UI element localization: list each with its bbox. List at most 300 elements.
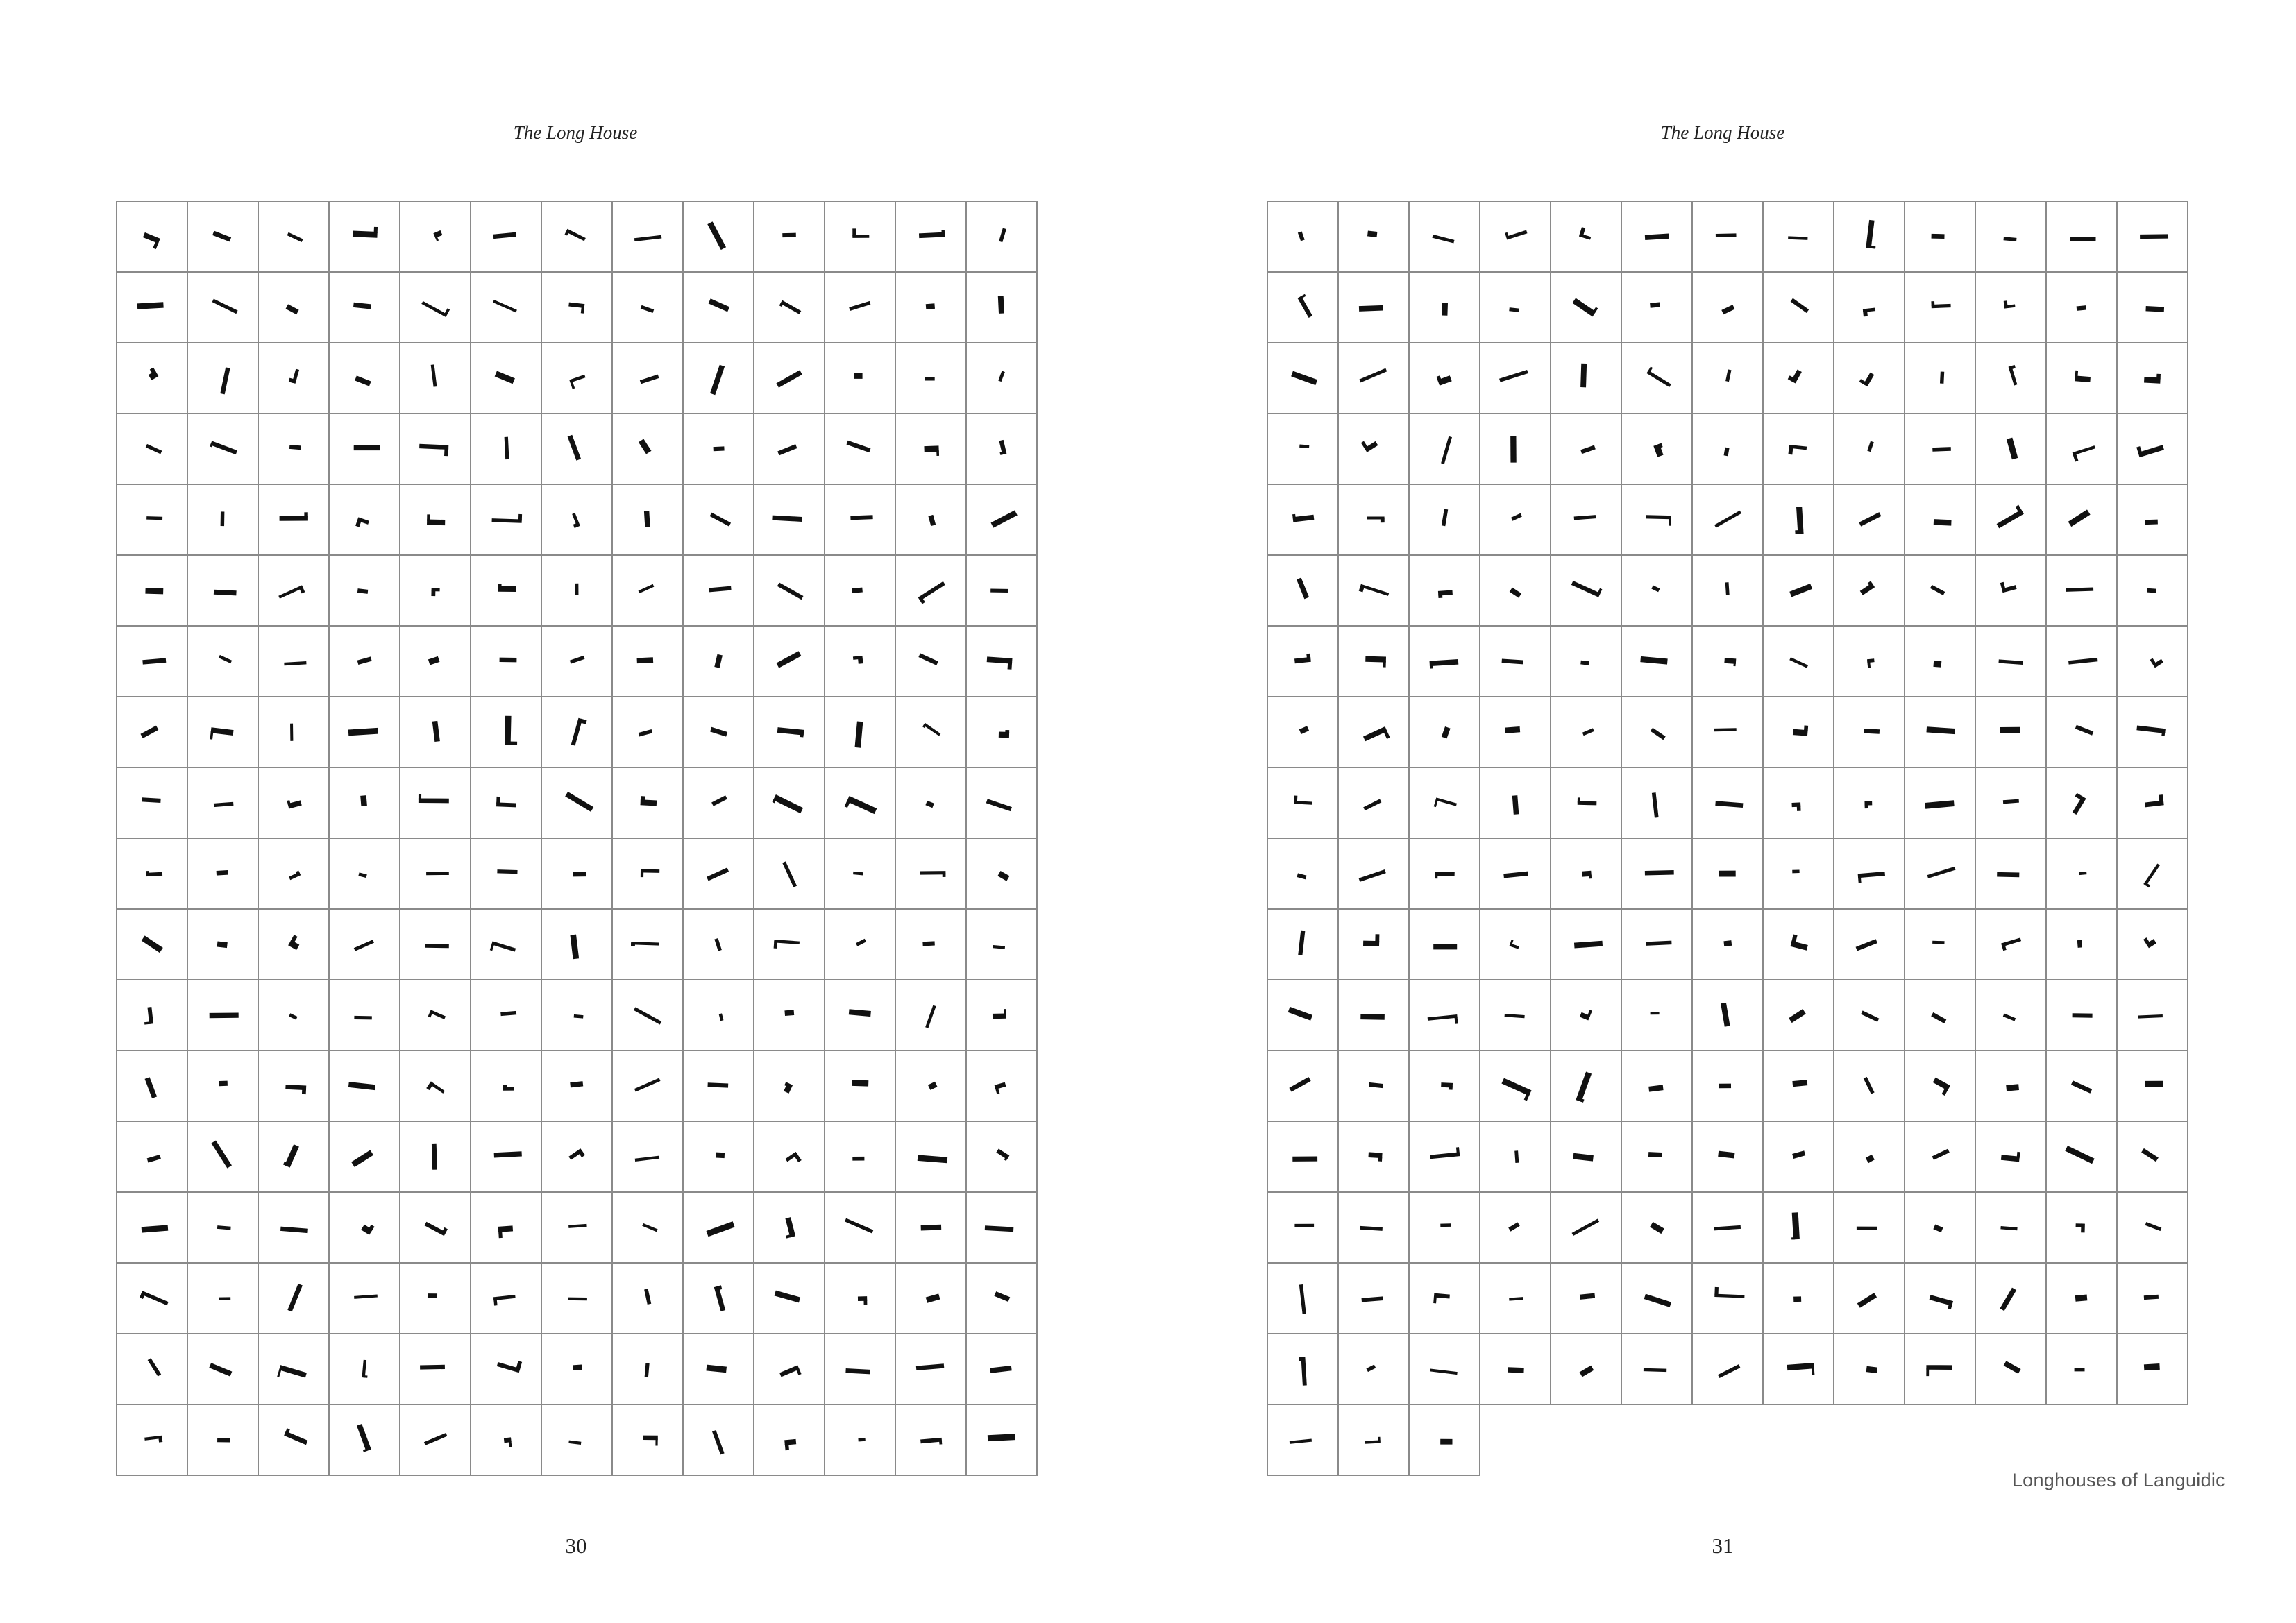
- longhouse-footprint-icon: [210, 727, 233, 742]
- longhouse-footprint-icon: [1788, 445, 1807, 457]
- longhouse-footprint-icon: [994, 1291, 1010, 1302]
- longhouse-footprint-icon: [1299, 726, 1309, 734]
- longhouse-footprint-icon: [847, 441, 871, 452]
- longhouse-footprint-icon: [432, 1144, 437, 1170]
- grid-cell: [1692, 697, 1763, 767]
- grid-cell: [1905, 980, 1975, 1051]
- longhouse-footprint-icon: [1651, 728, 1666, 740]
- longhouse-footprint-icon: [354, 445, 380, 450]
- longhouse-footprint-icon: [1510, 940, 1521, 949]
- longhouse-footprint-icon: [1857, 1293, 1877, 1308]
- longhouse-footprint-icon: [1646, 515, 1671, 526]
- longhouse-footprint-icon: [354, 1016, 371, 1020]
- longhouse-footprint-icon: [497, 869, 517, 874]
- longhouse-footprint-icon: [1790, 934, 1809, 950]
- longhouse-footprint-icon: [1510, 436, 1517, 463]
- longhouse-footprint-icon: [2144, 794, 2164, 807]
- grid-cell: [1621, 980, 1692, 1051]
- longhouse-footprint-icon: [2006, 1084, 2019, 1091]
- longhouse-footprint-icon: [777, 727, 804, 737]
- grid-cell: [1338, 343, 1409, 414]
- longhouse-footprint-icon: [1926, 726, 1955, 734]
- longhouse-footprint-icon: [1930, 585, 1945, 595]
- longhouse-footprint-icon: [1646, 941, 1671, 946]
- longhouse-footprint-icon: [2141, 1148, 2159, 1162]
- grid-cell: [400, 272, 471, 343]
- longhouse-footprint-icon: [2001, 1150, 2020, 1162]
- longhouse-footprint-icon: [1428, 1014, 1458, 1027]
- longhouse-footprint-icon: [493, 232, 516, 239]
- longhouse-footprint-icon: [2000, 727, 2020, 733]
- longhouse-footprint-icon: [997, 440, 1007, 455]
- longhouse-footprint-icon: [849, 1009, 871, 1017]
- longhouse-footprint-icon: [2001, 937, 2023, 951]
- longhouse-footprint-icon: [1715, 801, 1743, 808]
- longhouse-footprint-icon: [1366, 1364, 1376, 1372]
- longhouse-footprint-icon: [1651, 586, 1660, 593]
- longhouse-footprint-icon: [645, 1363, 650, 1377]
- footprint-grid-right-svg: [1267, 201, 2188, 1475]
- grid-cell: [329, 1263, 400, 1334]
- longhouse-footprint-icon: [141, 232, 160, 249]
- longhouse-footprint-icon: [1725, 582, 1730, 595]
- longhouse-footprint-icon: [217, 941, 228, 948]
- longhouse-footprint-icon: [1791, 298, 1809, 313]
- longhouse-footprint-icon: [2068, 658, 2097, 665]
- longhouse-footprint-icon: [287, 232, 303, 242]
- longhouse-footprint-icon: [2007, 438, 2018, 460]
- grid-cell: [329, 343, 400, 414]
- longhouse-footprint-icon: [991, 510, 1018, 527]
- longhouse-footprint-icon: [498, 1225, 514, 1238]
- grid-cell: [329, 980, 400, 1051]
- longhouse-footprint-icon: [497, 1356, 522, 1373]
- longhouse-footprint-icon: [845, 796, 877, 819]
- grid-cell: [1409, 414, 1480, 484]
- longhouse-footprint-icon: [146, 444, 162, 454]
- longhouse-footprint-icon: [777, 583, 804, 600]
- longhouse-footprint-icon: [779, 1365, 802, 1382]
- longhouse-footprint-icon: [278, 585, 305, 602]
- longhouse-footprint-icon: [2150, 654, 2163, 668]
- grid-cell: [1975, 980, 2046, 1051]
- longhouse-footprint-icon: [568, 1298, 587, 1301]
- grid-cell: [754, 909, 825, 980]
- grid-cell: [1692, 1263, 1763, 1334]
- longhouse-footprint-icon: [2136, 440, 2164, 457]
- longhouse-footprint-icon: [142, 935, 163, 953]
- grid-cell: [117, 1404, 187, 1475]
- longhouse-footprint-icon: [858, 1296, 867, 1305]
- longhouse-footprint-icon: [2065, 1146, 2094, 1164]
- grid-cell: [2117, 697, 2188, 767]
- longhouse-footprint-icon: [1723, 940, 1732, 946]
- longhouse-footprint-icon: [1441, 436, 1452, 464]
- grid-cell: [825, 1334, 895, 1404]
- longhouse-footprint-icon: [2144, 1295, 2159, 1300]
- longhouse-footprint-icon: [219, 1081, 228, 1087]
- figure-caption: Longhouses of Languidic: [2011, 1470, 2225, 1490]
- longhouse-footprint-icon: [1931, 1012, 1946, 1023]
- longhouse-footprint-icon: [1867, 658, 1875, 668]
- grid-cell: [541, 1404, 612, 1475]
- longhouse-footprint-icon: [573, 872, 586, 877]
- longhouse-footprint-icon: [710, 727, 727, 737]
- longhouse-footprint-icon: [990, 588, 1008, 593]
- longhouse-footprint-icon: [1580, 1366, 1594, 1377]
- longhouse-footprint-icon: [144, 1436, 162, 1444]
- page-number-right: 31: [1712, 1533, 1734, 1558]
- grid-cell: [1763, 272, 1834, 343]
- longhouse-footprint-icon: [1998, 659, 2023, 665]
- longhouse-footprint-icon: [500, 658, 517, 663]
- longhouse-footprint-icon: [634, 1007, 661, 1024]
- longhouse-footprint-icon: [1365, 656, 1386, 668]
- longhouse-footprint-icon: [1582, 871, 1592, 879]
- longhouse-footprint-icon: [212, 231, 231, 242]
- longhouse-footprint-icon: [351, 1150, 373, 1167]
- grid-cell: [187, 626, 258, 697]
- longhouse-footprint-icon: [1932, 941, 1944, 944]
- longhouse-footprint-icon: [358, 872, 366, 878]
- longhouse-footprint-icon: [2067, 793, 2086, 815]
- grid-cell: [895, 697, 966, 767]
- longhouse-footprint-icon: [928, 515, 936, 526]
- longhouse-footprint-icon: [147, 1155, 161, 1163]
- grid-cell: [612, 838, 683, 909]
- longhouse-footprint-icon: [1928, 1295, 1953, 1309]
- longhouse-footprint-icon: [564, 229, 585, 244]
- longhouse-footprint-icon: [1933, 661, 1941, 668]
- longhouse-footprint-icon: [214, 802, 234, 807]
- longhouse-footprint-icon: [505, 437, 509, 459]
- longhouse-footprint-icon: [571, 718, 587, 747]
- longhouse-footprint-icon: [1298, 231, 1305, 241]
- longhouse-footprint-icon: [2003, 799, 2019, 804]
- longhouse-footprint-icon: [500, 1011, 516, 1016]
- longhouse-footprint-icon: [1719, 871, 1736, 877]
- longhouse-footprint-icon: [918, 581, 947, 604]
- longhouse-footprint-icon: [493, 1295, 516, 1306]
- longhouse-footprint-icon: [1644, 1294, 1671, 1307]
- longhouse-footprint-icon: [568, 1441, 581, 1445]
- longhouse-footprint-icon: [1790, 1212, 1800, 1239]
- longhouse-footprint-icon: [1580, 661, 1589, 665]
- longhouse-footprint-icon: [210, 441, 237, 456]
- longhouse-footprint-icon: [285, 1085, 306, 1094]
- longhouse-footprint-icon: [993, 945, 1005, 949]
- longhouse-footprint-icon: [288, 935, 302, 950]
- longhouse-footprint-icon: [1857, 1227, 1877, 1230]
- longhouse-footprint-icon: [1582, 728, 1594, 736]
- longhouse-footprint-icon: [1652, 792, 1659, 817]
- grid-cell: [1267, 838, 1338, 909]
- longhouse-footprint-icon: [1580, 364, 1587, 388]
- longhouse-footprint-icon: [1645, 870, 1674, 875]
- longhouse-footprint-icon: [496, 797, 516, 807]
- footprint-grid-left: [117, 201, 1037, 1475]
- longhouse-footprint-icon: [570, 935, 579, 960]
- longhouse-footprint-icon: [355, 517, 369, 529]
- grid-cell: [1267, 1051, 1338, 1121]
- longhouse-footprint-icon: [289, 1013, 297, 1019]
- longhouse-footprint-icon: [1359, 584, 1390, 600]
- longhouse-footprint-icon: [1866, 220, 1879, 249]
- longhouse-footprint-icon: [2138, 1014, 2163, 1019]
- longhouse-footprint-icon: [427, 514, 445, 525]
- longhouse-footprint-icon: [856, 939, 866, 946]
- longhouse-footprint-icon: [1289, 1077, 1310, 1092]
- longhouse-footprint-icon: [1292, 512, 1314, 522]
- longhouse-footprint-icon: [420, 1365, 445, 1370]
- longhouse-footprint-icon: [775, 1291, 800, 1303]
- longhouse-footprint-icon: [1788, 368, 1802, 384]
- longhouse-footprint-icon: [1792, 869, 1799, 873]
- longhouse-footprint-icon: [2068, 509, 2091, 527]
- longhouse-footprint-icon: [1368, 1152, 1382, 1161]
- longhouse-footprint-icon: [639, 584, 655, 593]
- longhouse-footprint-icon: [1440, 1439, 1452, 1445]
- page-number-left: 30: [565, 1533, 587, 1558]
- longhouse-footprint-icon: [283, 1144, 299, 1167]
- longhouse-footprint-icon: [852, 1080, 869, 1086]
- longhouse-footprint-icon: [1859, 581, 1875, 595]
- longhouse-footprint-icon: [919, 230, 945, 238]
- longhouse-footprint-icon: [1580, 1008, 1592, 1021]
- longhouse-footprint-icon: [999, 228, 1006, 243]
- longhouse-footprint-icon: [918, 653, 938, 665]
- longhouse-footprint-icon: [277, 1365, 307, 1384]
- longhouse-footprint-icon: [1297, 577, 1309, 599]
- grid-cell: [2046, 201, 2117, 272]
- longhouse-footprint-icon: [710, 513, 731, 527]
- longhouse-footprint-icon: [1367, 516, 1384, 522]
- longhouse-footprint-icon: [925, 801, 934, 808]
- longhouse-footprint-icon: [714, 938, 722, 951]
- longhouse-footprint-icon: [1505, 1014, 1525, 1018]
- longhouse-footprint-icon: [284, 661, 306, 665]
- grid-cell: [1621, 272, 1692, 343]
- longhouse-footprint-icon: [709, 586, 732, 593]
- longhouse-footprint-icon: [1867, 441, 1874, 452]
- longhouse-footprint-icon: [1721, 1003, 1730, 1027]
- longhouse-footprint-icon: [1576, 1072, 1593, 1103]
- longhouse-footprint-icon: [2145, 1222, 2162, 1231]
- longhouse-footprint-icon: [1864, 729, 1880, 734]
- grid-cell: [258, 838, 329, 909]
- longhouse-footprint-icon: [925, 1005, 936, 1028]
- longhouse-footprint-icon: [362, 1360, 369, 1378]
- grid-cell: [966, 767, 1037, 838]
- longhouse-footprint-icon: [1571, 577, 1603, 597]
- longhouse-footprint-icon: [773, 794, 804, 815]
- longhouse-footprint-icon: [634, 235, 661, 241]
- longhouse-footprint-icon: [845, 1368, 870, 1374]
- longhouse-footprint-icon: [1435, 872, 1455, 879]
- longhouse-footprint-icon: [2145, 520, 2157, 525]
- longhouse-footprint-icon: [990, 1366, 1011, 1373]
- longhouse-footprint-icon: [1369, 1082, 1383, 1088]
- grid-cell: [966, 909, 1037, 980]
- longhouse-footprint-icon: [772, 516, 802, 522]
- longhouse-footprint-icon: [145, 588, 163, 594]
- longhouse-footprint-icon: [782, 233, 796, 237]
- longhouse-footprint-icon: [2073, 445, 2097, 461]
- longhouse-footprint-icon: [641, 796, 657, 806]
- longhouse-footprint-icon: [354, 940, 374, 951]
- longhouse-footprint-icon: [1932, 1149, 1950, 1160]
- longhouse-footprint-icon: [2075, 1295, 2088, 1302]
- grid-cell: [258, 697, 329, 767]
- grid-cell: [471, 838, 541, 909]
- grid-cell: [1409, 1334, 1480, 1404]
- longhouse-footprint-icon: [643, 1436, 658, 1446]
- longhouse-footprint-icon: [2000, 1288, 2016, 1311]
- longhouse-footprint-icon: [498, 584, 516, 592]
- longhouse-footprint-icon: [853, 872, 863, 876]
- longhouse-footprint-icon: [707, 221, 726, 250]
- longhouse-footprint-icon: [221, 511, 225, 526]
- longhouse-footprint-icon: [779, 300, 802, 316]
- longhouse-footprint-icon: [714, 446, 725, 451]
- longhouse-footprint-icon: [1718, 1364, 1740, 1378]
- longhouse-footprint-icon: [1645, 234, 1669, 240]
- longhouse-footprint-icon: [1290, 1438, 1312, 1443]
- longhouse-footprint-icon: [570, 1081, 583, 1087]
- longhouse-footprint-icon: [1646, 366, 1673, 387]
- longhouse-footprint-icon: [433, 230, 444, 241]
- grid-cell: [1621, 484, 1692, 555]
- longhouse-footprint-icon: [421, 296, 450, 317]
- longhouse-footprint-icon: [1925, 800, 1954, 809]
- grid-cell: [400, 1263, 471, 1334]
- longhouse-footprint-icon: [137, 302, 164, 309]
- longhouse-footprint-icon: [1509, 1297, 1523, 1300]
- longhouse-footprint-icon: [1509, 307, 1519, 312]
- grid-cell: [1338, 1404, 1409, 1475]
- longhouse-footprint-icon: [428, 656, 440, 665]
- longhouse-footprint-icon: [493, 300, 517, 312]
- longhouse-footprint-icon: [1789, 657, 1808, 668]
- longhouse-footprint-icon: [2003, 1014, 2016, 1021]
- longhouse-footprint-icon: [1299, 444, 1309, 448]
- longhouse-footprint-icon: [1572, 295, 1598, 316]
- longhouse-footprint-icon: [570, 656, 585, 664]
- longhouse-footprint-icon: [999, 730, 1009, 738]
- longhouse-footprint-icon: [2004, 300, 2016, 309]
- grid-cell: [117, 767, 187, 838]
- longhouse-footprint-icon: [490, 941, 516, 957]
- longhouse-footprint-icon: [1294, 796, 1312, 805]
- longhouse-footprint-icon: [503, 1085, 514, 1091]
- longhouse-footprint-icon: [1653, 443, 1665, 457]
- longhouse-footprint-icon: [1294, 1224, 1314, 1227]
- grid-cell: [1409, 555, 1480, 626]
- longhouse-footprint-icon: [1644, 1368, 1666, 1372]
- longhouse-footprint-icon: [852, 1157, 864, 1161]
- grid-cell: [1267, 272, 1338, 343]
- grid-cell: [1409, 1192, 1480, 1263]
- longhouse-footprint-icon: [353, 303, 371, 309]
- longhouse-footprint-icon: [634, 1078, 661, 1091]
- longhouse-footprint-icon: [424, 1433, 448, 1445]
- grid-cell: [471, 909, 541, 980]
- longhouse-footprint-icon: [142, 797, 160, 803]
- longhouse-footprint-icon: [1442, 726, 1451, 738]
- longhouse-footprint-icon: [280, 512, 308, 520]
- longhouse-footprint-icon: [1714, 1225, 1741, 1230]
- longhouse-footprint-icon: [1714, 511, 1741, 528]
- longhouse-footprint-icon: [355, 375, 371, 386]
- longhouse-footprint-icon: [993, 1009, 1006, 1019]
- longhouse-footprint-icon: [637, 657, 654, 663]
- longhouse-footprint-icon: [707, 1221, 735, 1237]
- longhouse-footprint-icon: [716, 1153, 725, 1158]
- longhouse-footprint-icon: [776, 651, 801, 668]
- longhouse-footprint-icon: [575, 584, 579, 595]
- longhouse-footprint-icon: [1934, 519, 1952, 525]
- grid-cell: [683, 980, 754, 1051]
- longhouse-footprint-icon: [1579, 227, 1593, 239]
- longhouse-footprint-icon: [431, 364, 437, 386]
- longhouse-footprint-icon: [777, 444, 797, 455]
- longhouse-footprint-icon: [1793, 724, 1808, 736]
- longhouse-footprint-icon: [988, 1434, 1015, 1441]
- grid-cell: [1834, 272, 1905, 343]
- longhouse-footprint-icon: [212, 299, 238, 314]
- longhouse-footprint-icon: [1789, 1009, 1806, 1023]
- longhouse-footprint-icon: [1793, 1296, 1801, 1302]
- longhouse-footprint-icon: [2000, 1226, 2017, 1230]
- longhouse-footprint-icon: [1792, 1150, 1805, 1159]
- longhouse-footprint-icon: [1714, 1287, 1745, 1298]
- longhouse-footprint-icon: [425, 944, 449, 948]
- longhouse-footprint-icon: [922, 941, 935, 946]
- grid-cell: [1975, 201, 2046, 272]
- longhouse-footprint-icon: [568, 303, 584, 314]
- longhouse-footprint-icon: [712, 1430, 725, 1454]
- longhouse-footprint-icon: [2075, 725, 2094, 736]
- longhouse-footprint-icon: [782, 1217, 795, 1239]
- longhouse-footprint-icon: [1430, 1368, 1458, 1375]
- longhouse-footprint-icon: [644, 511, 650, 527]
- longhouse-footprint-icon: [1859, 512, 1881, 527]
- longhouse-footprint-icon: [1360, 1226, 1383, 1231]
- longhouse-footprint-icon: [2004, 237, 2017, 241]
- longhouse-footprint-icon: [1433, 1293, 1450, 1305]
- grid-cell: [1551, 484, 1621, 555]
- longhouse-footprint-icon: [211, 1140, 231, 1168]
- longhouse-footprint-icon: [146, 367, 158, 380]
- longhouse-footprint-icon: [926, 303, 935, 309]
- longhouse-footprint-icon: [1432, 235, 1454, 244]
- longhouse-footprint-icon: [1864, 1077, 1875, 1094]
- longhouse-footprint-icon: [631, 942, 659, 947]
- grid-cell: [1338, 484, 1409, 555]
- longhouse-footprint-icon: [1994, 505, 2024, 529]
- longhouse-footprint-icon: [1433, 944, 1457, 949]
- grid-cell: [117, 1121, 187, 1192]
- longhouse-footprint-icon: [2140, 234, 2168, 239]
- footprint-grid-left-svg: [117, 201, 1037, 1475]
- longhouse-footprint-icon: [1574, 941, 1603, 949]
- grid-cell: [1692, 1334, 1763, 1404]
- longhouse-footprint-icon: [1511, 513, 1522, 521]
- grid-cell: [825, 484, 895, 555]
- longhouse-footprint-icon: [574, 1014, 584, 1019]
- longhouse-footprint-icon: [432, 721, 440, 742]
- longhouse-footprint-icon: [492, 513, 523, 523]
